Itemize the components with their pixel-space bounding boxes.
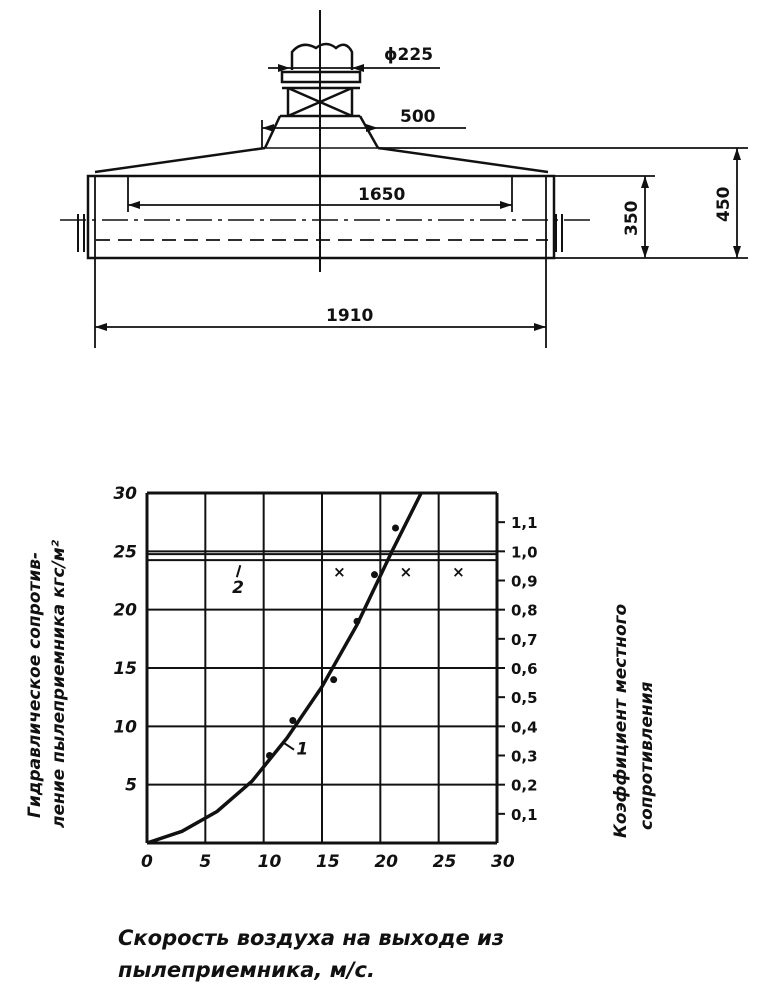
series-1-point bbox=[266, 752, 273, 759]
y2-tick-label: 0,1 bbox=[511, 805, 538, 824]
series-1-label: 1 bbox=[296, 739, 309, 760]
y2-tick-label: 1,0 bbox=[511, 543, 538, 562]
left-axis-title-line2: ление пылеприемника кгс/м² bbox=[49, 539, 69, 828]
y-tick-label: 25 bbox=[113, 542, 137, 563]
y2-tick-label: 1,1 bbox=[511, 514, 538, 533]
neck-left bbox=[265, 116, 280, 148]
y-tick-label: 10 bbox=[113, 717, 137, 738]
series-1-point bbox=[371, 571, 378, 578]
series-2-point: × bbox=[452, 563, 465, 582]
series-2-label: 2 bbox=[232, 578, 245, 599]
x-tick-label: 20 bbox=[374, 852, 399, 872]
y2-tick-label: 0,5 bbox=[511, 689, 538, 708]
dim-500-label: 500 bbox=[400, 107, 436, 127]
y2-tick-label: 0,7 bbox=[511, 630, 538, 649]
x-tick-label: 15 bbox=[316, 852, 340, 872]
right-axis-title-line2: сопротивления bbox=[637, 681, 657, 830]
series-2-leader bbox=[237, 565, 241, 577]
y2-tick-label: 0,6 bbox=[511, 660, 538, 678]
x-tick-label: 25 bbox=[432, 852, 457, 872]
y2-tick-label: 0,2 bbox=[511, 776, 538, 795]
hood-left bbox=[95, 148, 265, 172]
y-tick-labels bbox=[113, 484, 137, 796]
y2-tick-label: 0,3 bbox=[511, 747, 538, 766]
neck-right bbox=[360, 116, 378, 148]
right-axis-title-line1: Коэффициент местного bbox=[611, 603, 631, 838]
y2-tick-label: 0,4 bbox=[511, 718, 538, 737]
x-axis-caption-line1: Скорость воздуха на выходе из bbox=[118, 926, 505, 950]
x-axis-caption-line2: пылеприемника, м/с. bbox=[118, 958, 375, 982]
x-tick-label: 30 bbox=[491, 852, 515, 872]
y-tick-label: 5 bbox=[125, 775, 137, 796]
y2-tick-labels bbox=[497, 514, 538, 824]
y2-tick-label: 0,9 bbox=[511, 572, 538, 591]
series-1-point bbox=[392, 525, 399, 532]
series-1-point bbox=[289, 717, 296, 724]
hood-right bbox=[378, 148, 548, 172]
series-1-point bbox=[330, 676, 337, 683]
dim-1910-label: 1910 bbox=[326, 306, 374, 326]
y-tick-label: 20 bbox=[113, 600, 137, 621]
series-1-point bbox=[354, 618, 361, 625]
x-tick-label: 0 bbox=[141, 852, 153, 872]
series-1-leader bbox=[284, 743, 295, 750]
x-axis-caption bbox=[118, 922, 678, 986]
y-tick-label: 30 bbox=[113, 484, 137, 504]
series-2-point: × bbox=[333, 563, 346, 582]
x-tick-label: 5 bbox=[199, 852, 212, 872]
dim-1650-label: 1650 bbox=[358, 185, 406, 205]
left-axis-title-line1: Гидравлическое сопротив- bbox=[25, 551, 45, 818]
x-tick-label: 10 bbox=[257, 852, 282, 872]
resistance-chart bbox=[113, 484, 537, 872]
chart-grid bbox=[147, 493, 497, 843]
dim-450-label: 450 bbox=[714, 186, 734, 222]
y2-tick-label: 0,8 bbox=[511, 601, 538, 620]
series-2-point: × bbox=[399, 563, 413, 582]
x-tick-labels bbox=[141, 852, 515, 872]
dim-225-label: ϕ225 bbox=[384, 45, 434, 65]
y-tick-label: 15 bbox=[113, 659, 137, 679]
dim-350-label: 350 bbox=[622, 200, 642, 236]
pipe-cap bbox=[292, 44, 352, 70]
